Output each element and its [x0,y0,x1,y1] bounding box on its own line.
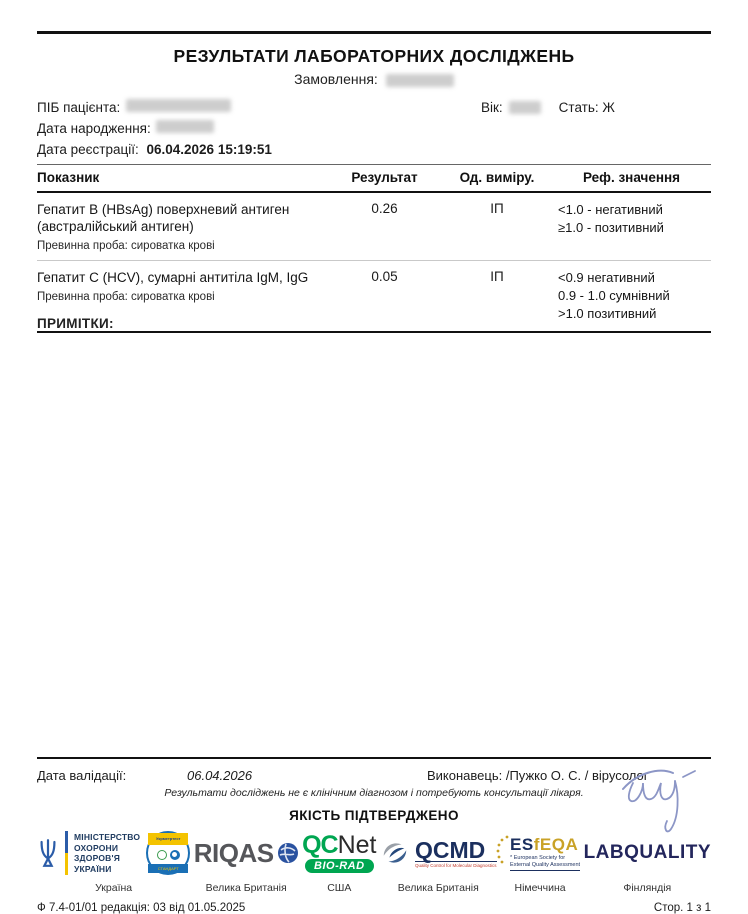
validation-row [37,768,711,783]
logo-country-caption: Велика Британія [205,882,287,894]
esfeqa-wordmark-suffix: fEQA [533,835,579,854]
biorad-wordmark: BIO-RAD [305,859,374,873]
unit-value: ІП [490,269,504,284]
logo-qcmd [380,830,497,894]
ref-line: 0.9 - 1.0 сумнівний [558,288,670,303]
logo-country-caption: Фінляндія [623,882,672,894]
order-redaction [386,74,454,87]
patient-block [37,97,711,160]
trident-icon [37,838,59,868]
registration-date-label: Дата реєстрації: [37,142,139,157]
patient-name-label: ПІБ пацієнта: [37,100,121,115]
validation-date-value: 06.04.2026 [187,768,253,783]
disclaimer-text: Результати досліджень не є клінічним діагнозом і потребують консультації лікаря. [164,787,584,799]
analyte-name: Гепатит B (HBsAg) поверхневий антиген (австралійський антиген) [37,202,290,234]
riqas-wordmark: RIQAS [193,837,274,868]
table-header-row [37,164,711,193]
unit-value: ІП [490,201,504,216]
labquality-wordmark: LABQUALITY [583,842,711,863]
patient-name-redaction [126,99,231,112]
ref-line: ≥1.0 - позитивний [558,220,664,235]
results-table [37,164,711,333]
executor-line: Виконавець: /Пужко О. С. / вірусолог [427,768,649,783]
form-code: Ф 7.4-01/01 редакція: 03 від 01.05.2025 [37,902,246,914]
logo-country-caption: США [327,882,352,894]
header-analyte: Показник [37,170,100,185]
result-value: 0.26 [371,201,398,216]
reference-values [552,201,711,252]
birth-date-label: Дата народження: [37,121,151,136]
sample-note: Превинна проба: сироватка крові [37,240,215,252]
header-result: Результат [351,170,418,185]
esfeqa-subtitle: * European Society for External Quality Assessment [510,855,580,871]
header-unit: Од. виміру. [459,170,535,185]
qcmd-subtitle: Quality Control for Molecular Diagnostics [415,862,497,868]
page-number: Стор. 1 з 1 [653,902,711,914]
top-rule [37,31,711,34]
ref-line: <0.9 негативний [558,270,655,285]
ref-line: <1.0 - негативний [558,202,663,217]
form-meta-row [37,902,711,914]
qcmd-wordmark: QCMD [415,839,497,862]
order-line [0,71,748,87]
badge-crescent-icon [170,850,180,860]
registration-date-value: 06.04.2026 15:19:51 [146,142,272,157]
qcmd-swirl-icon [380,839,410,867]
ref-line: >1.0 позитивний [558,306,657,321]
result-value: 0.05 [371,269,398,284]
age-label: Вік: [481,100,503,115]
logo-moh-ukraine [37,830,190,894]
badge-check-icon [157,850,167,860]
moh-text: МІНІСТЕРСТВО ОХОРОНИ ЗДОРОВ'Я УКРАЇНИ [74,832,141,874]
header-reference: Реф. значення [582,170,681,185]
analyte-name: Гепатит C (HCV), сумарні антитіла IgM, IgG [37,270,309,285]
order-label: Замовлення: [294,71,378,87]
logo-labquality [584,830,711,894]
logo-country-caption: Німеччина [514,882,566,894]
age-redaction [509,101,541,114]
report-footer [37,757,711,914]
qcnet-net-wordmark: Net [337,831,377,859]
table-row [37,193,711,260]
qcnet-qc-wordmark: QC [302,831,338,859]
validation-date-label: Дата валідації: [37,768,127,783]
table-row [37,260,711,331]
sex-label: Стать: Ж [558,100,615,115]
table-bottom-rule [37,331,711,333]
moh-divider-bar [65,831,68,875]
logo-riqas [194,830,299,894]
birth-date-redaction [156,120,214,133]
quality-confirmed-title: ЯКІСТЬ ПІДТВЕРДЖЕНО [289,808,459,823]
globe-icon [277,842,299,864]
reference-values [552,269,711,323]
esfeqa-dots-icon [496,834,510,868]
ukrmetrtest-badge-icon: Укрметртест СТАНДАРТ [146,831,190,875]
accreditation-logos [37,830,711,894]
logo-country-caption: Велика Британія [397,882,479,894]
logo-esfeqa [500,830,580,894]
logo-country-caption: Україна [95,882,133,894]
logo-qcnet-biorad [302,830,376,894]
sample-note: Превинна проба: сироватка крові [37,291,215,303]
esfeqa-wordmark-prefix: ES [510,835,534,854]
page-title: РЕЗУЛЬТАТИ ЛАБОРАТОРНИХ ДОСЛІДЖЕНЬ [173,46,575,66]
notes-label: ПРИМІТКИ: [37,316,114,331]
